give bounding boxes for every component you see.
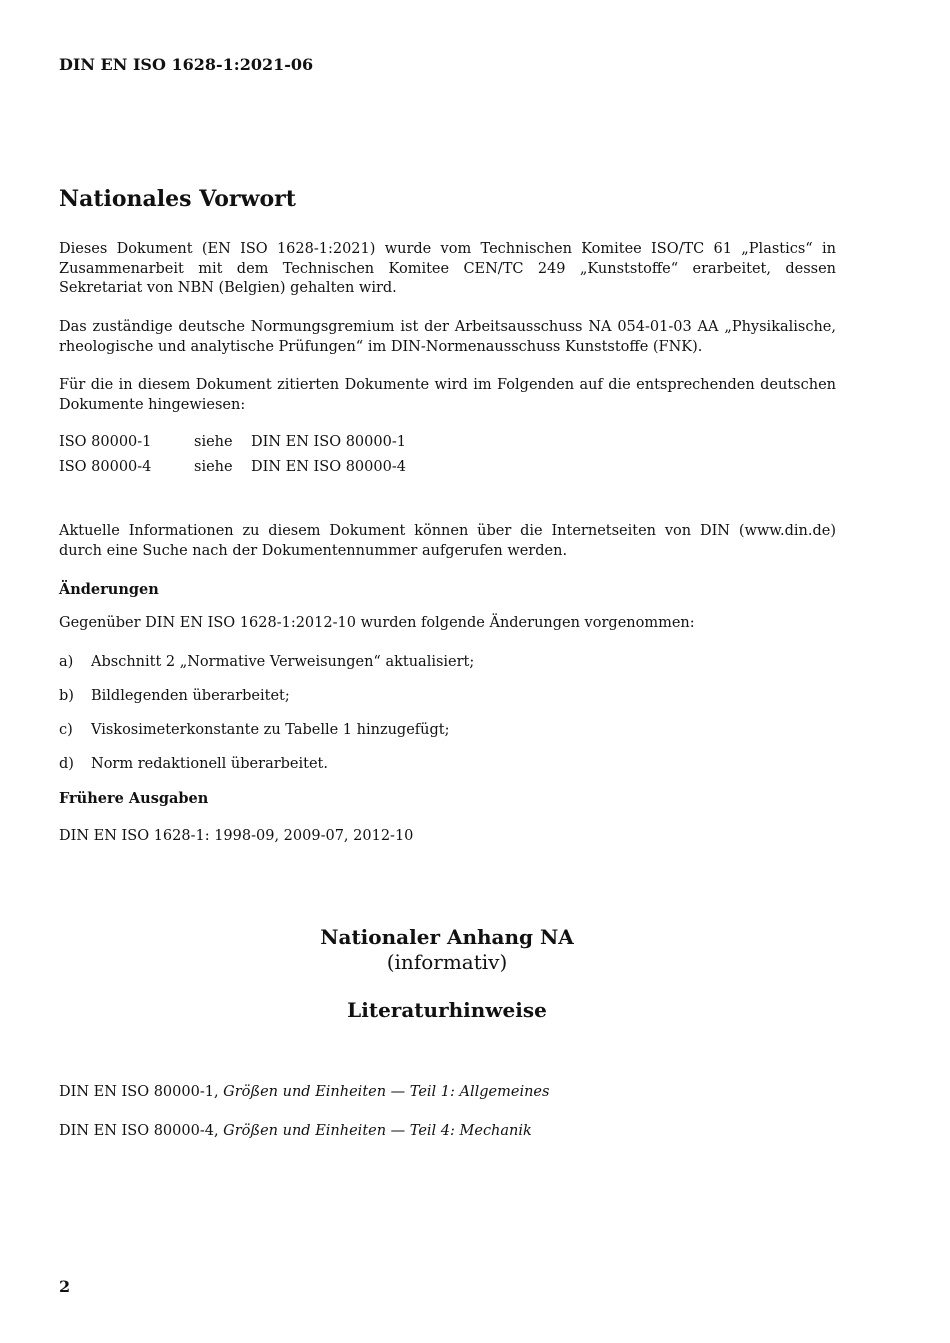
see-label: siehe	[194, 459, 233, 475]
list-item	[59, 722, 449, 738]
list-item	[59, 756, 328, 772]
iso-reference: ISO 80000-4	[59, 459, 152, 475]
list-item-text: Abschnitt 2 „Normative Verweisungen“ aktualisiert;	[91, 654, 475, 670]
bibliography-ref: DIN EN ISO 80000-1,	[59, 1084, 224, 1100]
list-item-text: Norm redaktionell überarbeitet.	[91, 756, 328, 772]
document-header: DIN EN ISO 1628-1:2021-06	[59, 55, 314, 74]
bibliography-title: Literaturhinweise	[347, 998, 547, 1022]
iso-reference: ISO 80000-1	[59, 434, 152, 450]
list-item-text: Viskosimeterkonstante zu Tabelle 1 hinzugefügt;	[91, 722, 450, 738]
page-title: Nationales Vorwort	[59, 186, 296, 212]
list-item	[59, 688, 290, 704]
bibliography-title-text: Größen und Einheiten — Teil 1: Allgemeines	[223, 1084, 550, 1100]
foreword-paragraph-3: Für die in diesem Dokument zitierten Dokumente wird im Folgenden auf die entsprechenden deutschen Dokumente hingewiesen:	[59, 377, 836, 413]
bibliography-ref: DIN EN ISO 80000-4,	[59, 1123, 224, 1139]
list-marker: d)	[59, 756, 74, 772]
changes-heading: Änderungen	[59, 581, 159, 598]
foreword-paragraph-4: Aktuelle Informationen zu diesem Dokument können über die Internetseiten von DIN (www.din.de) durch eine Suche nach der Dokumentennummer aufgerufen werden.	[59, 523, 836, 559]
previous-editions-text: DIN EN ISO 1628-1: 1998-09, 2009-07, 2012-10	[59, 828, 414, 844]
list-item	[59, 654, 474, 670]
list-item-text: Bildlegenden überarbeitet;	[91, 688, 290, 704]
list-marker: b)	[59, 688, 74, 704]
annex-title: Nationaler Anhang NA	[320, 925, 574, 949]
page-number: 2	[59, 1277, 71, 1296]
list-marker: a)	[59, 654, 74, 670]
din-reference: DIN EN ISO 80000-4	[251, 459, 406, 475]
din-reference: DIN EN ISO 80000-1	[251, 434, 406, 450]
see-label: siehe	[194, 434, 233, 450]
table-row	[59, 434, 406, 459]
changes-intro: Gegenüber DIN EN ISO 1628-1:2012-10 wurden folgende Änderungen vorgenommen:	[59, 615, 695, 631]
list-marker: c)	[59, 722, 73, 738]
foreword-paragraph-2: Das zuständige deutsche Normungsgremium ist der Arbeitsausschuss NA 054-01-03 AA „Physikalische, rheologische und analytische Prüfungen“ im DIN-Normenausschuss Kunststoffe (FNK).	[59, 319, 836, 355]
foreword-paragraph-1: Dieses Dokument (EN ISO 1628-1:2021) wurde vom Technischen Komitee ISO/TC 61 „Plastics“ in Zusammenarbeit mit dem Technischen Komitee CEN/TC 249 „Kunststoffe“ erarbeitet, dessen Sekretariat von NBN (Belgien) gehalten wird.	[59, 241, 836, 296]
bibliography-title-text: Größen und Einheiten — Teil 4: Mechanik	[223, 1123, 532, 1139]
annex-subtitle: (informativ)	[386, 950, 508, 974]
bibliography-entry	[59, 1123, 532, 1139]
previous-editions-heading: Frühere Ausgaben	[59, 790, 209, 807]
table-row	[59, 459, 406, 484]
reference-table	[59, 434, 406, 484]
bibliography-entry	[59, 1084, 549, 1100]
